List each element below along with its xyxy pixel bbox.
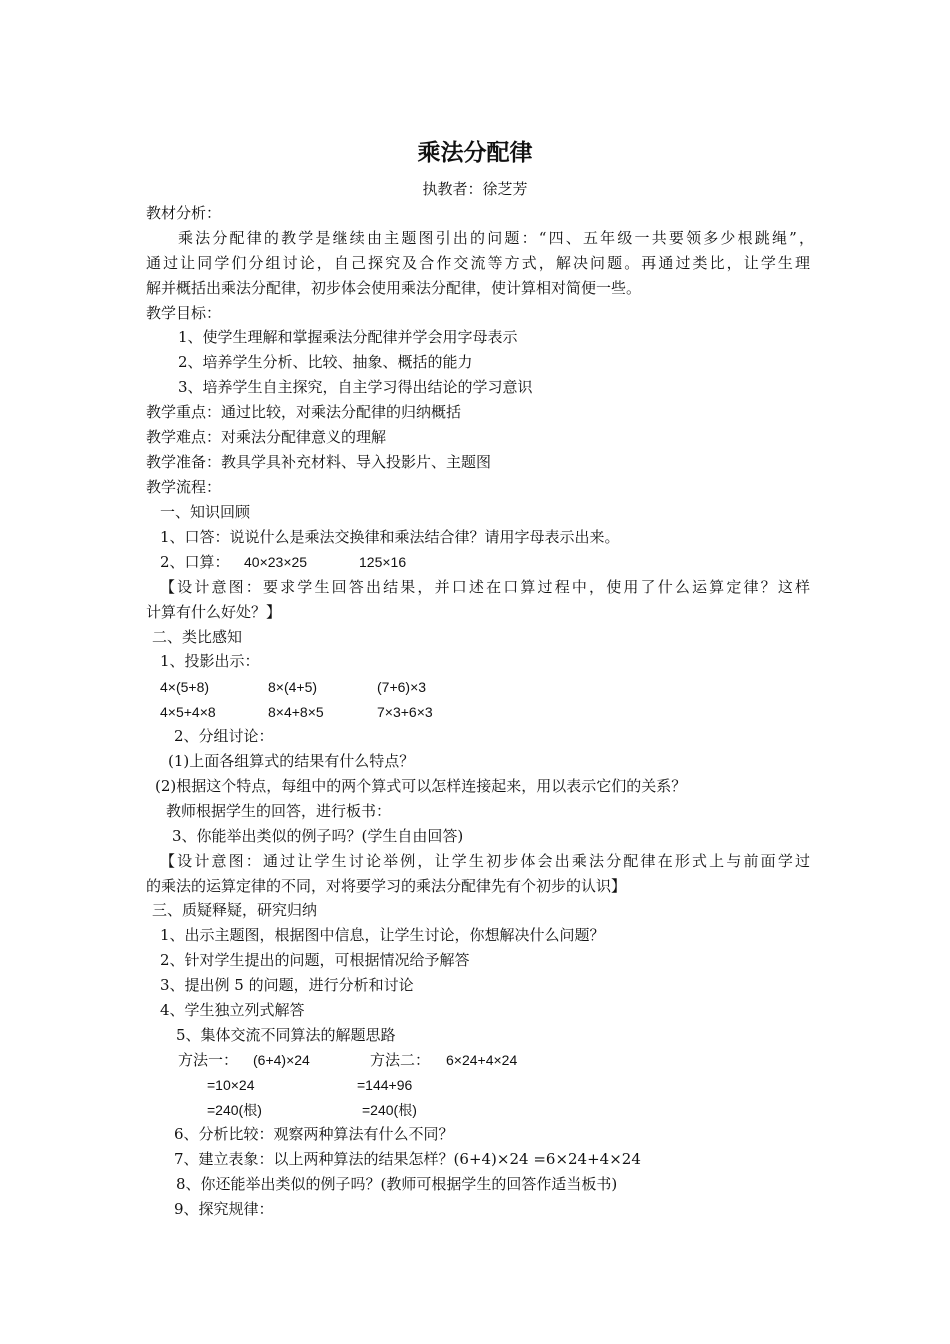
analysis-line-2: 通过让同学们分组讨论，自己探究及合作交流等方式，解决问题。再通过类比，让学生理 — [146, 254, 810, 272]
analysis-line-3: 解并概括出乘法分配律，初步体会使用乘法分配律，使计算相对简便一些。 — [146, 279, 642, 297]
method2-expression: 6×24+4×24 — [446, 1052, 518, 1068]
section2-projection: 1、投影出示： — [160, 652, 260, 670]
section3-item-9: 9、探究规律： — [174, 1200, 274, 1218]
section2-discussion-q1: (1)上面各组算式的结果有什么特点？ — [168, 752, 415, 770]
section2-intent-line-1: 【设计意图：通过让学生讨论举例，让学生初步体会出乘法分配律在形式上与前面学过 — [160, 852, 810, 870]
section3-heading: 三、质疑释疑，研究归纳 — [152, 901, 318, 919]
section2-heading: 二、类比感知 — [152, 628, 243, 646]
section3-item-6: 6、分析比较：观察两种算法有什么不同？ — [174, 1125, 454, 1143]
section3-item-4: 4、学生独立列式解答 — [160, 1001, 305, 1019]
goal-item-1: 1、使学生理解和掌握乘法分配律并学会用字母表示 — [178, 328, 518, 346]
expr-row2-3: 7×3+6×3 — [377, 704, 433, 720]
method2-step-2: =240(根) — [362, 1102, 417, 1118]
analysis-line-1: 乘法分配律的教学是继续由主题图引出的问题：“四、五年级一共要领多少根跳绳”， — [178, 229, 814, 247]
section3-item-5: 5、集体交流不同算法的解题思路 — [176, 1026, 396, 1044]
section3-item-7: 7、建立表象：以上两种算法的结果怎样？(6+4)×24 =6×24+4×24 — [174, 1150, 641, 1168]
section2-discussion-q2: (2)根据这个特点，每组中的两个算式可以怎样连接起来，用以表示它们的关系？ — [155, 777, 687, 795]
section1-question-1: 1、口答：说说什么是乘法交换律和乘法结合律？请用字母表示出来。 — [160, 528, 620, 546]
method1-expression: (6+4)×24 — [253, 1052, 310, 1068]
method1-step-2: =240(根) — [207, 1102, 262, 1118]
section1-intent-line-1: 【设计意图：要求学生回答出结果，并口述在口算过程中，使用了什么运算定律？这样 — [160, 578, 810, 596]
section1-heading: 一、知识回顾 — [160, 503, 251, 521]
goal-item-2: 2、培养学生分析、比较、抽象、概括的能力 — [178, 353, 473, 371]
method2-label: 方法二： — [370, 1051, 431, 1069]
document-title: 乘法分配律 — [417, 140, 533, 166]
section3-item-2: 2、针对学生提出的问题，可根据情况给予解答 — [160, 951, 470, 969]
difficulty: 教学难点：对乘法分配律意义的理解 — [146, 428, 387, 446]
key-point: 教学重点：通过比较，对乘法分配律的归纳概括 — [146, 403, 462, 421]
section1-intent-line-2: 计算有什么好处？】 — [146, 603, 282, 621]
section1-expr-1: 40×23×25 — [244, 554, 308, 570]
section3-item-3: 3、提出例 5 的问题，进行分析和讨论 — [160, 976, 414, 994]
section1-expr-2: 125×16 — [359, 554, 407, 570]
expr-row2-2: 8×4+8×5 — [268, 704, 324, 720]
expr-row1-3: (7+6)×3 — [377, 679, 427, 695]
expr-row1-2: 8×(4+5) — [268, 679, 318, 695]
section2-teacher-note: 教师根据学生的回答，进行板书： — [166, 802, 392, 820]
author-line: 执教者：徐芝芳 — [422, 180, 528, 198]
process-heading: 教学流程： — [146, 478, 222, 496]
section1-question-2-label: 2、口算： — [160, 553, 230, 571]
section2-discussion: 2、分组讨论： — [174, 727, 274, 745]
section2-intent-line-2: 的乘法的运算定律的不同，对将要学习的乘法分配律先有个初步的认识】 — [146, 877, 627, 895]
section2-example-q: 3、你能举出类似的例子吗？(学生自由回答) — [172, 827, 464, 845]
goal-item-3: 3、培养学生自主探究，自主学习得出结论的学习意识 — [178, 378, 533, 396]
expr-row1-1: 4×(5+8) — [160, 679, 210, 695]
method1-step-1: =10×24 — [207, 1077, 255, 1093]
goals-heading: 教学目标： — [146, 304, 222, 322]
section3-item-1: 1、出示主题图，根据图中信息，让学生讨论，你想解决什么问题？ — [160, 926, 605, 944]
method1-label: 方法一： — [178, 1051, 239, 1069]
expr-row2-1: 4×5+4×8 — [160, 704, 216, 720]
method2-step-1: =144+96 — [357, 1077, 413, 1093]
analysis-heading: 教材分析： — [146, 204, 222, 222]
preparation: 教学准备：教具学具补充材料、导入投影片、主题图 — [146, 453, 492, 471]
section3-item-8: 8、你还能举出类似的例子吗？(教师可根据学生的回答作适当板书) — [176, 1175, 618, 1193]
